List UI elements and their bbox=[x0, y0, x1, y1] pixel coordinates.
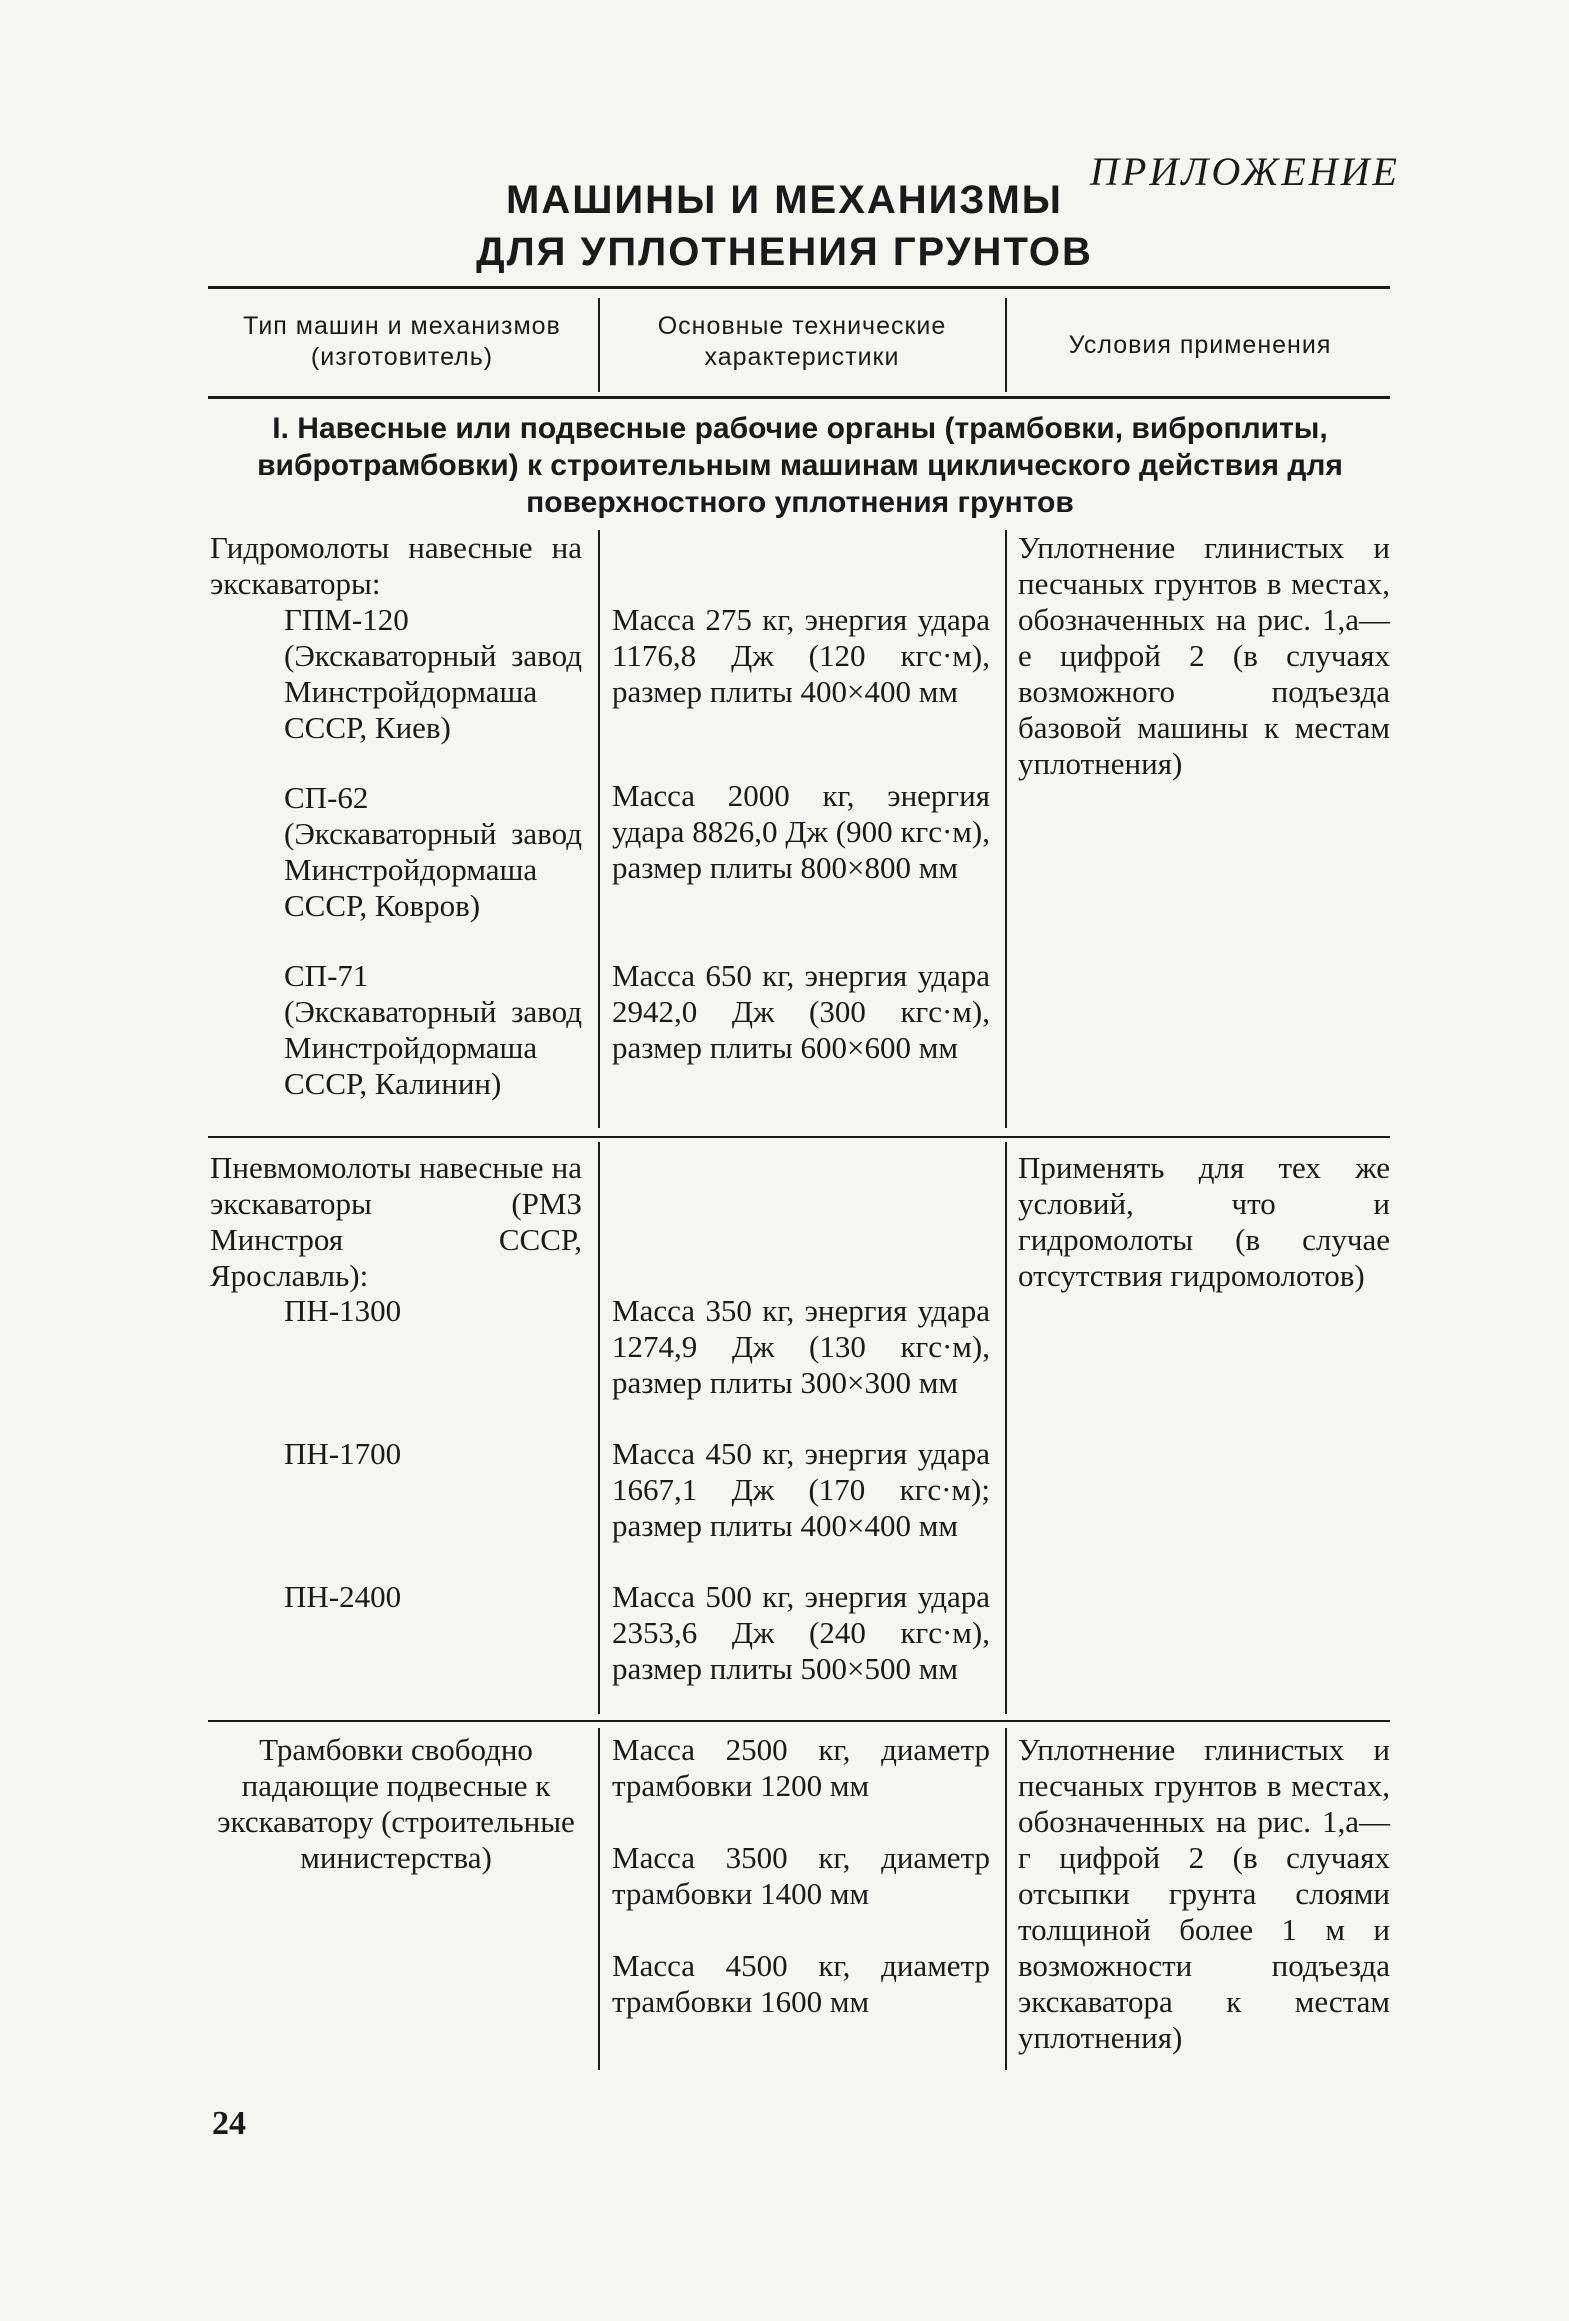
group-type-cell: Гидромолоты навесные на экскаваторы: bbox=[210, 530, 582, 601]
column-divider bbox=[1005, 1728, 1007, 2070]
machine-name-cell: ПН-2400 bbox=[284, 1579, 402, 1614]
page-title-line-1: МАШИНЫ И МЕХАНИЗМЫ bbox=[506, 178, 1063, 222]
specs-cell: Масса 650 кг, энергия удара 2942,0 Дж (300 кгс·м), размер плиты 600×600 мм bbox=[612, 958, 990, 1065]
section-title: I. Навесные или подвесные рабочие органы (трамбовки, виброплиты, вибротрамбовки) к строительным машинам циклического действия для поверхностного уплотнения грунтов bbox=[257, 412, 1343, 519]
group-type-cell: Трамбовки свободно падающие подвесные к экскаватору (строительные министерства) bbox=[217, 1732, 575, 1875]
specs-cell: Масса 275 кг, энергия удара 1176,8 Дж (120 кгс·м), размер плиты 400×400 мм bbox=[612, 602, 990, 709]
specs-cell: Масса 2000 кг, энергия удара 8826,0 Дж (900 кгс·м), размер плиты 800×800 мм bbox=[612, 778, 990, 885]
group-type-cell: Пневмомолоты навесные на экскаваторы (РМЗ Минстроя СССР, Ярославль): bbox=[210, 1150, 582, 1293]
specs-cell: Масса 3500 кг, диаметр трамбовки 1400 мм bbox=[612, 1840, 990, 1911]
specs-cell: Масса 450 кг, энергия удара 1667,1 Дж (170 кгс·м); размер плиты 400×400 мм bbox=[612, 1436, 990, 1543]
machine-name-cell: СП-62 (Экскаваторный завод Минстройдормаша СССР, Ковров) bbox=[284, 780, 582, 923]
column-divider bbox=[1005, 298, 1007, 392]
table-top-rule bbox=[208, 286, 1390, 289]
machine-name-cell: СП-71 (Экскаваторный завод Минстройдормаша СССР, Калинин) bbox=[284, 958, 582, 1101]
column-divider bbox=[1005, 530, 1007, 1128]
conditions-cell: Уплотнение глинистых и песчаных грунтов в местах, обозначенных на рис. 1,а—е цифрой 2 (в случаях возможного подъезда базовой машины к местам уплотнения) bbox=[1018, 530, 1390, 781]
specs-cell: Масса 500 кг, энергия удара 2353,6 Дж (240 кгс·м), размер плиты 500×500 мм bbox=[612, 1579, 990, 1686]
column-divider bbox=[598, 1142, 600, 1714]
column-header-type: Тип машин и механизмов (изготовитель) bbox=[243, 312, 561, 371]
column-divider bbox=[1005, 1142, 1007, 1714]
machine-name-cell: ПН-1300 bbox=[284, 1293, 402, 1328]
column-divider bbox=[598, 298, 600, 392]
group-divider bbox=[208, 1136, 1390, 1138]
specs-cell: Масса 4500 кг, диаметр трамбовки 1600 мм bbox=[612, 1948, 990, 2019]
page-title-line-2: ДЛЯ УПЛОТНЕНИЯ ГРУНТОВ bbox=[476, 230, 1093, 274]
machine-name-cell: ПН-1700 bbox=[284, 1436, 402, 1471]
appendix-label: ПРИЛОЖЕНИЕ bbox=[1090, 149, 1400, 194]
machine-name-cell: ГПМ-120 (Экскаваторный завод Минстройдормаша СССР, Киев) bbox=[284, 602, 582, 745]
page-number: 24 bbox=[212, 2105, 246, 2142]
column-divider bbox=[598, 530, 600, 1128]
table-header-rule bbox=[208, 396, 1390, 399]
column-header-conditions: Условия применения bbox=[1068, 331, 1332, 359]
conditions-cell: Применять для тех же условий, что и гидромолоты (в случае отсутствия гидромолотов) bbox=[1018, 1150, 1390, 1293]
column-header-specs: Основные технические характеристики bbox=[657, 312, 947, 371]
specs-cell: Масса 350 кг, энергия удара 1274,9 Дж (130 кгс·м), размер плиты 300×300 мм bbox=[612, 1293, 990, 1400]
column-divider bbox=[598, 1728, 600, 2070]
conditions-cell: Уплотнение глинистых и песчаных грунтов в местах, обозначенных на рис. 1,а—г цифрой 2 (в случаях отсыпки грунта слоями толщиной более 1 м и возможности подъезда экскаватора к местам уплотнения) bbox=[1018, 1732, 1390, 2055]
specs-cell: Масса 2500 кг, диаметр трамбовки 1200 мм bbox=[612, 1732, 990, 1803]
group-divider bbox=[208, 1720, 1390, 1722]
